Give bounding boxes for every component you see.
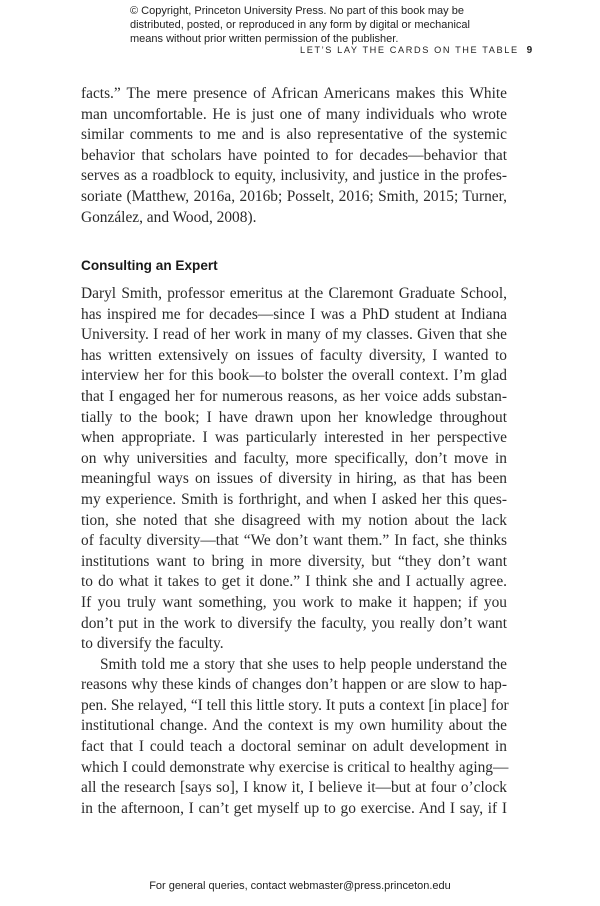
paragraph-1 <box>81 284 507 655</box>
text-line: If you truly want something, you work to make it happen; if you <box>81 593 507 611</box>
paragraph-continued <box>81 84 507 228</box>
text-line: tion, she noted that she disagreed with my notion about the lack <box>81 511 507 529</box>
text-line: man uncomfortable. He is just one of many individuals who wrote <box>81 105 507 123</box>
text-line: interview her for this book—to bolster the overall context. I’m glad <box>81 367 507 385</box>
text-line: to diversify the faculty. <box>81 635 224 653</box>
text-line: reasons why these kinds of changes don’t happen or are slow to hap- <box>81 676 507 694</box>
text-line: González, and Wood, 2008). <box>81 208 257 226</box>
running-head <box>300 45 533 56</box>
text-line: fact that I could teach a doctoral seminar on adult development in <box>81 738 507 756</box>
paragraph-2 <box>81 655 507 820</box>
text-line: University. I read of her work in many of my classes. Given that she <box>81 326 507 344</box>
footer-contact: For general queries, contact webmaster@press.princeton.edu <box>149 880 451 892</box>
text-line: Smith told me a story that she uses to help people understand the <box>100 655 507 673</box>
text-line: has inspired me for decades—since I was a PhD student at Indiana <box>81 305 507 323</box>
text-line: that I engaged her for numerous reasons, as her voice adds substan- <box>81 387 507 405</box>
text-line: institutions want to bring in more diversity, but “they don’t want <box>81 552 507 570</box>
text-line: when appropriate. I was particularly interested in her perspective <box>81 429 507 447</box>
text-line: all the research [says so], I know it, I believe it—but at four o’clock <box>81 779 507 797</box>
text-line: of faculty diversity—that “We don’t want them.” In fact, she thinks <box>81 532 507 550</box>
text-line: similar comments to me and is also representative of the systemic <box>81 126 507 144</box>
text-line: has written extensively on issues of faculty diversity, I wanted to <box>81 346 507 364</box>
text-line: don’t put in the work to diversify the faculty, you really don’t want <box>81 614 507 632</box>
text-line: soriate (Matthew, 2016a, 2016b; Posselt, 2016; Smith, 2015; Turner, <box>81 187 507 205</box>
text-line: my experience. Smith is forthright, and when I asked her this ques- <box>81 490 507 508</box>
text-line: pen. She relayed, “I tell this little story. It puts a context [in place] for <box>81 696 509 714</box>
running-head-title: LET’S LAY THE CARDS ON THE TABLE <box>300 45 519 55</box>
text-line: Daryl Smith, professor emeritus at the Claremont Graduate School, <box>81 285 507 302</box>
text-line: serves as a roadblock to equity, inclusivity, and justice in the profes- <box>81 167 507 185</box>
text-line: in the afternoon, I can’t get myself up to go exercise. And I say, if I <box>81 799 507 817</box>
text-line: to do what it takes to get it done.” I think she and I actually agree. <box>81 573 507 591</box>
text-line: behavior that scholars have pointed to for decades—behavior that <box>81 146 507 164</box>
section-heading: Consulting an Expert <box>81 258 218 273</box>
text-line: meaningful ways on issues of diversity in hiring, as that has been <box>81 470 507 488</box>
text-line: tially to the book; I have drawn upon her knowledge throughout <box>81 408 507 426</box>
text-line: on why universities and faculty, more specifically, don’t move in <box>81 449 507 467</box>
copyright-notice: © Copyright, Princeton University Press. No part of this book may be distributed, posted, or reproduced in any form by digital or mechanical means without prior written permission of the publisher. <box>130 5 470 45</box>
text-line: which I could demonstrate why exercise is critical to healthy aging— <box>81 758 509 776</box>
text-line: institutional change. And the context is my own humility about the <box>81 717 507 735</box>
section-body <box>81 284 507 819</box>
text-line: facts.” The mere presence of African Americans makes this White <box>81 85 507 102</box>
page-number: 9 <box>526 45 533 56</box>
